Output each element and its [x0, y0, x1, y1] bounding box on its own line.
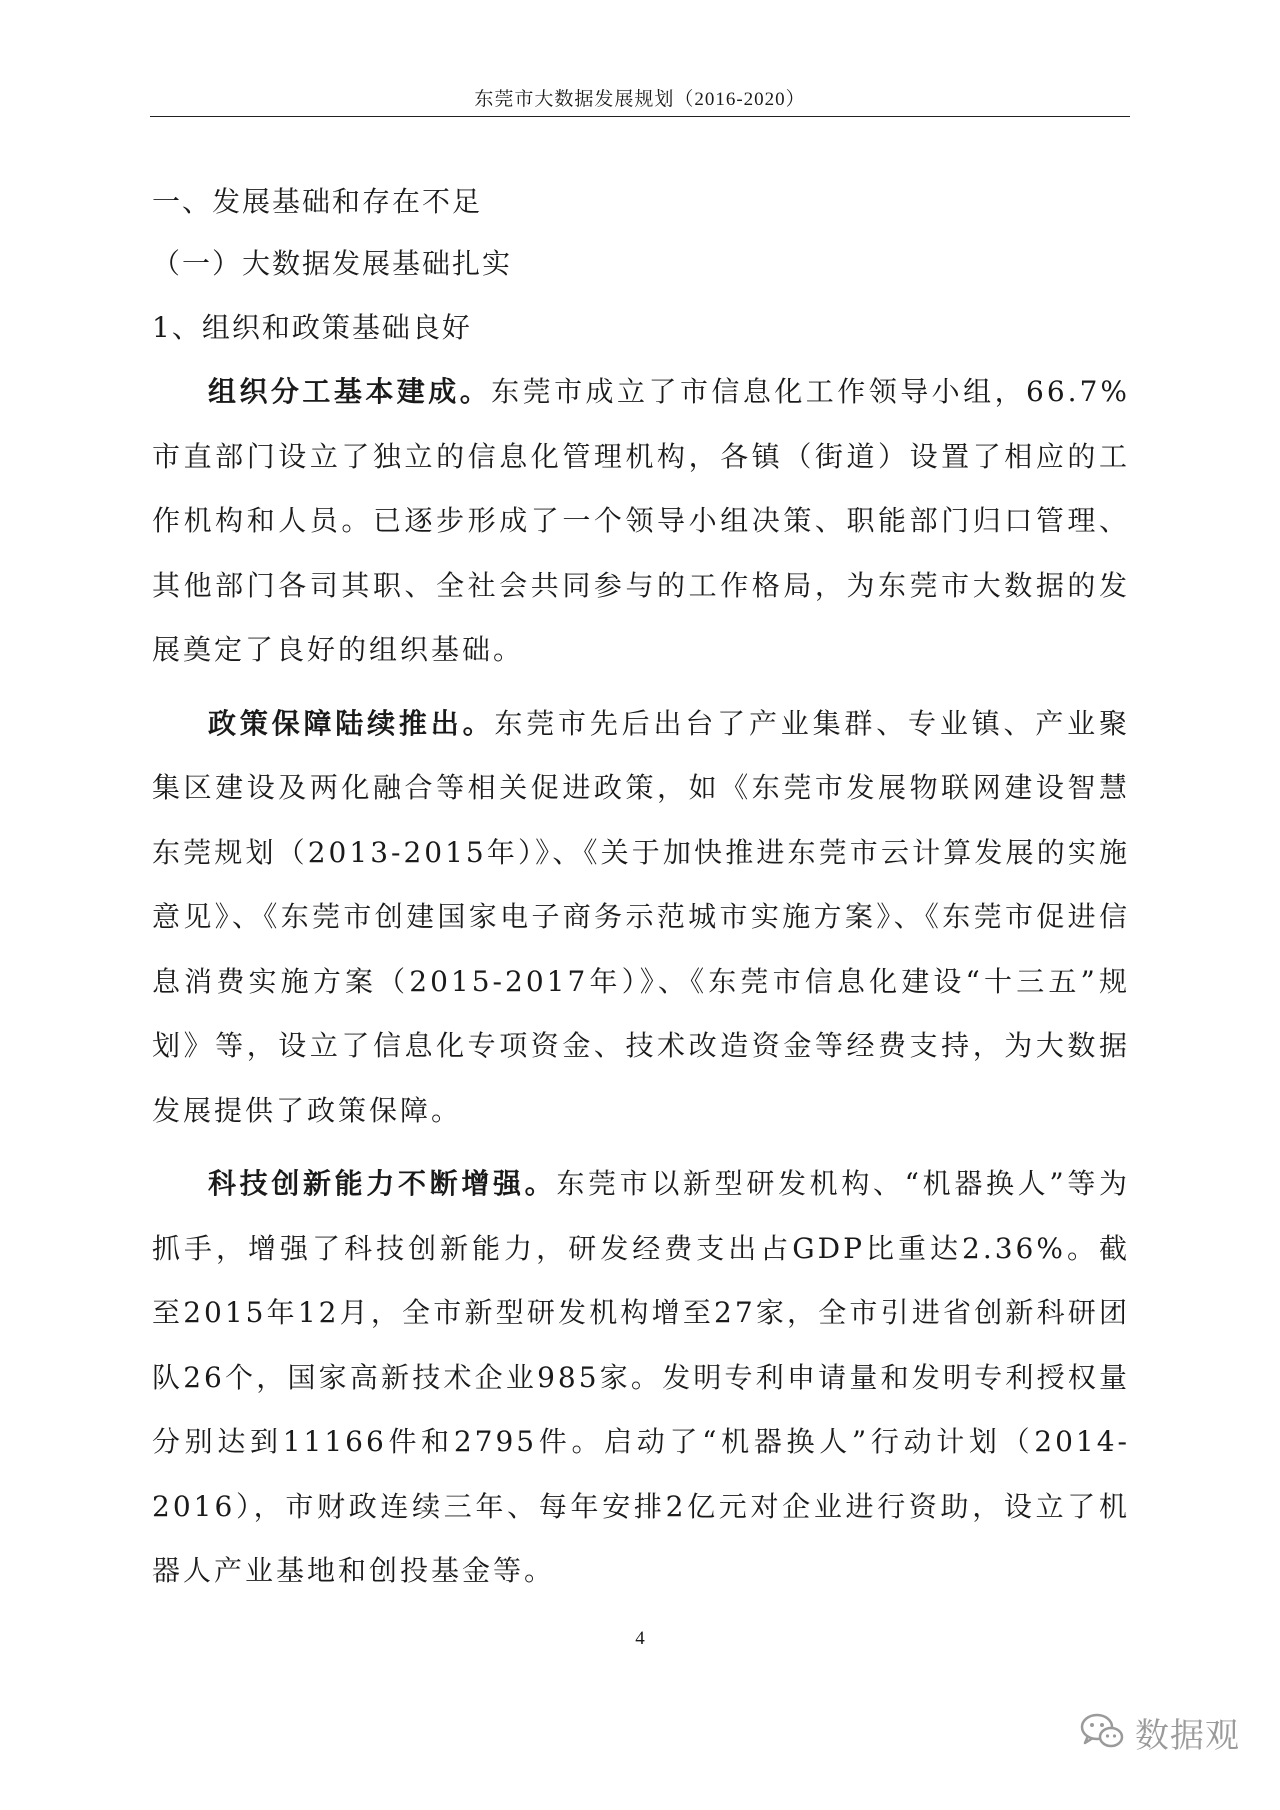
watermark-text: 数据观: [1135, 1716, 1240, 1756]
item-heading: 1、组织和政策基础良好: [152, 311, 472, 344]
paragraph-innovation: [152, 1152, 1130, 1604]
page-number: 4: [635, 1628, 645, 1649]
section-heading: 一、发展基础和存在不足: [152, 185, 483, 218]
paragraph-organization: [152, 360, 1130, 683]
paragraph-lead: 政策保障陆续推出。: [208, 706, 495, 740]
paragraph-lead: 组织分工基本建成。: [208, 375, 492, 408]
paragraph-text: 东莞市成立了市信息化工作领导小组，66.7%市直部门设立了独立的信息化管理机构，各镇（街道）设置了相应的工作机构和人员。已逐步形成了一个领导小组决策、职能部门归口管理、其他部门各司其职、全社会共同参与的工作格局，为东莞市大数据的发展奠定了良好的组织基础。: [152, 375, 1130, 666]
paragraph-text: 东莞市先后出台了产业集群、专业镇、产业聚集区建设及两化融合等相关促进政策，如《东莞市发展物联网建设智慧东莞规划（2013-2015年）》、《关于加快推进东莞市云计算发展的实施意见》、《东莞市创建国家电子商务示范城市实施方案》、《东莞市促进信息消费实施方案（2015-2017年）》、《东莞市信息化建设“十三五”规划》等，设立了信息化专项资金、技术改造资金等经费支持，为大数据发展提供了政策保障。: [152, 706, 1130, 1127]
paragraph-policy: [152, 692, 1130, 1144]
header-divider: [150, 116, 1130, 117]
paragraph-lead: 科技创新能力不断增强。: [208, 1167, 557, 1200]
wechat-icon: [1079, 1711, 1125, 1755]
subsection-heading: （一）大数据发展基础扎实: [152, 247, 513, 280]
document-header: 东莞市大数据发展规划（2016-2020）: [474, 89, 806, 110]
paragraph-text: 东莞市以新型研发机构、“机器换人”等为抓手，增强了科技创新能力，研发经费支出占GDP比重达2.36%。截至2015年12月，全市新型研发机构增至27家，全市引进省创新科研团队26个，国家高新技术企业985家。发明专利申请量和发明专利授权量分别达到11166件和2795件。启动了“机器换人”行动计划（2014-2016），市财政连续三年、每年安排2亿元对企业进行资助，设立了机器人产业基地和创投基金等。: [152, 1167, 1130, 1587]
watermark: [1079, 1708, 1240, 1757]
document-body: [152, 172, 1130, 1613]
